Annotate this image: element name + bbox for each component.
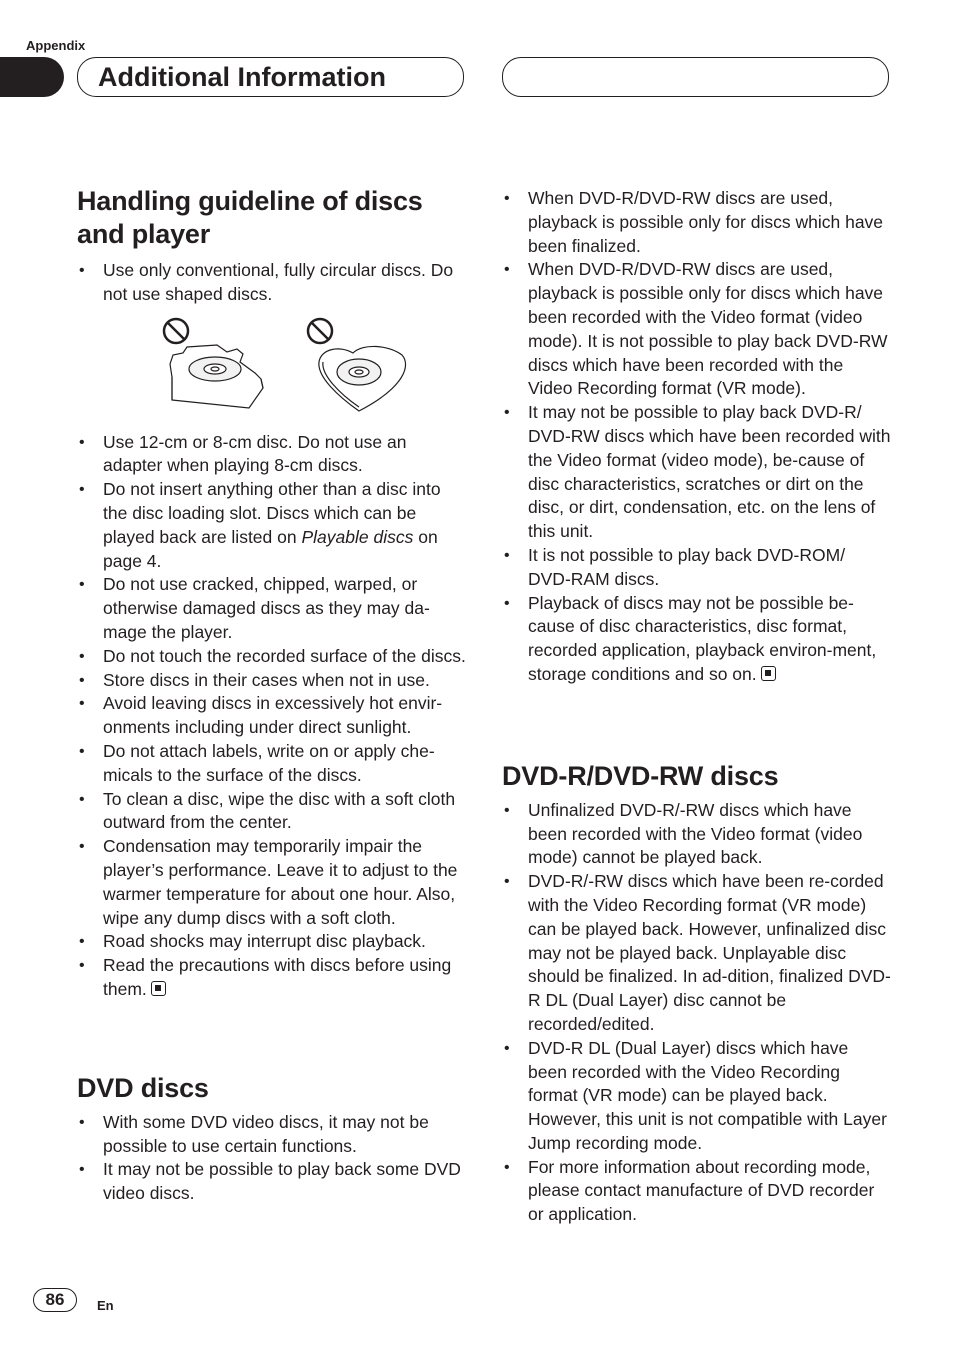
playable-discs-reference: Playable discs [301,526,414,547]
prohibited-icon [308,319,332,343]
handling-heading [77,185,467,251]
language-label: En [97,1298,114,1313]
dvd-discs-heading: DVD discs [77,1072,209,1103]
handling-item: • Use only conventional, fully circular discs. Do not use shaped discs. [77,259,467,307]
shaped-disc-illustration [77,307,467,427]
handling-item: • Do not attach labels, write on or apply che-micals to the surface of the discs. [77,740,467,788]
end-mark-icon [761,666,776,681]
handling-item [77,954,467,1002]
dvd-discs-list [77,1111,467,1206]
dvd-r-note: • It is not possible to play back DVD-ROM/ DVD-RAM discs. [502,544,892,592]
empty-header-box [502,57,889,97]
dvd-r-note [502,592,892,687]
right-column [502,187,892,1227]
dvd-r-rw-item: • DVD-R DL (Dual Layer) discs which have been recorded with the Video Recording format (VR mode) can be played back. However, this unit is not compatible with Layer Jump recording mode. [502,1037,892,1156]
page-number: 86 [33,1288,77,1312]
shaped-disc-icon [170,345,263,408]
section-header-title: Additional Information [98,62,386,92]
heart-disc-icon [319,346,406,411]
handling-item-text: on page 4. [103,526,438,571]
section-tab-marker [0,57,64,97]
dvd-r-rw-heading: DVD-R/DVD-RW discs [502,760,779,791]
handling-item-text: Do not insert anything other than a disc into the disc loading slot. Discs which can be played back are listed on [103,479,441,547]
handling-item: • Road shocks may interrupt disc playback. [77,930,467,954]
handling-list-continued [77,431,467,1002]
dvd-r-rw-item: • DVD-R/-RW discs which have been re-corded with the Video Recording format (VR mode) can be played back. However, unfinalized disc may not be played back. Unplayable disc should be finalized. In ad-dition, finalized DVD-R DL (Dual Layer) disc cannot be recorded/edited. [502,870,892,1037]
handling-list [77,259,467,307]
handling-item-text: Read the precautions with discs before using them. [103,955,452,999]
dvd-r-rw-list [502,799,892,1227]
dvd-r-rw-item: • Unfinalized DVD-R/-RW discs which have been recorded with the Video format (video mode) cannot be played back. [502,799,892,870]
handling-item [77,478,467,573]
dvd-item: • With some DVD video discs, it may not be possible to use certain functions. [77,1111,467,1159]
dvd-r-notes-list [502,187,892,687]
handling-item: • Do not use cracked, chipped, warped, or otherwise damaged discs as they may da-mage the player. [77,573,467,644]
dvd-r-note: • When DVD-R/DVD-RW discs are used, playback is possible only for discs which have been recorded with the Video format (video mode). It is not possible to play back DVD-RW discs which have been recorded with the Video Recording format (VR mode). [502,258,892,401]
handling-item: • Do not touch the recorded surface of the discs. [77,645,467,669]
appendix-label: Appendix [26,38,86,53]
handling-item: • Avoid leaving discs in excessively hot envir-onments including under direct sunlight. [77,692,467,740]
handling-item: • Condensation may temporarily impair the player’s performance. Leave it to adjust to the warmer temperature for about one hour. Also, wipe any dump discs with a soft cloth. [77,835,467,930]
handling-item: • To clean a disc, wipe the disc with a soft cloth outward from the center. [77,788,467,836]
dvd-r-note: • It may not be possible to play back DVD-R/ DVD-RW discs which have been recorded with the Video format (video mode), be-cause of disc characteristics, scratches or dirt on the disc, or dirt, condensation, etc. on the lens of this unit. [502,401,892,544]
dvd-r-note-text: Playback of discs may not be possible be-cause of disc characteristics, disc format, recorded application, playback environ-ment, storage conditions and so on. [528,592,877,684]
handling-heading-line1: Handling guideline of discs [77,186,423,216]
shaped-discs-svg [77,307,467,427]
handling-item: • Use 12-cm or 8-cm disc. Do not use an adapter when playing 8-cm discs. [77,431,467,479]
dvd-r-note: • When DVD-R/DVD-RW discs are used, playback is possible only for discs which have been finalized. [502,187,892,258]
section-header-box [77,57,464,97]
end-mark-icon [151,981,166,996]
dvd-item: • It may not be possible to play back some DVD video discs. [77,1158,467,1206]
dvd-r-rw-item: • For more information about recording mode, please contact manufacture of DVD recorder or application. [502,1156,892,1227]
handling-heading-line2: and player [77,219,211,249]
handling-item: • Store discs in their cases when not in use. [77,669,467,693]
prohibited-icon [164,319,188,343]
left-column [77,185,467,1206]
